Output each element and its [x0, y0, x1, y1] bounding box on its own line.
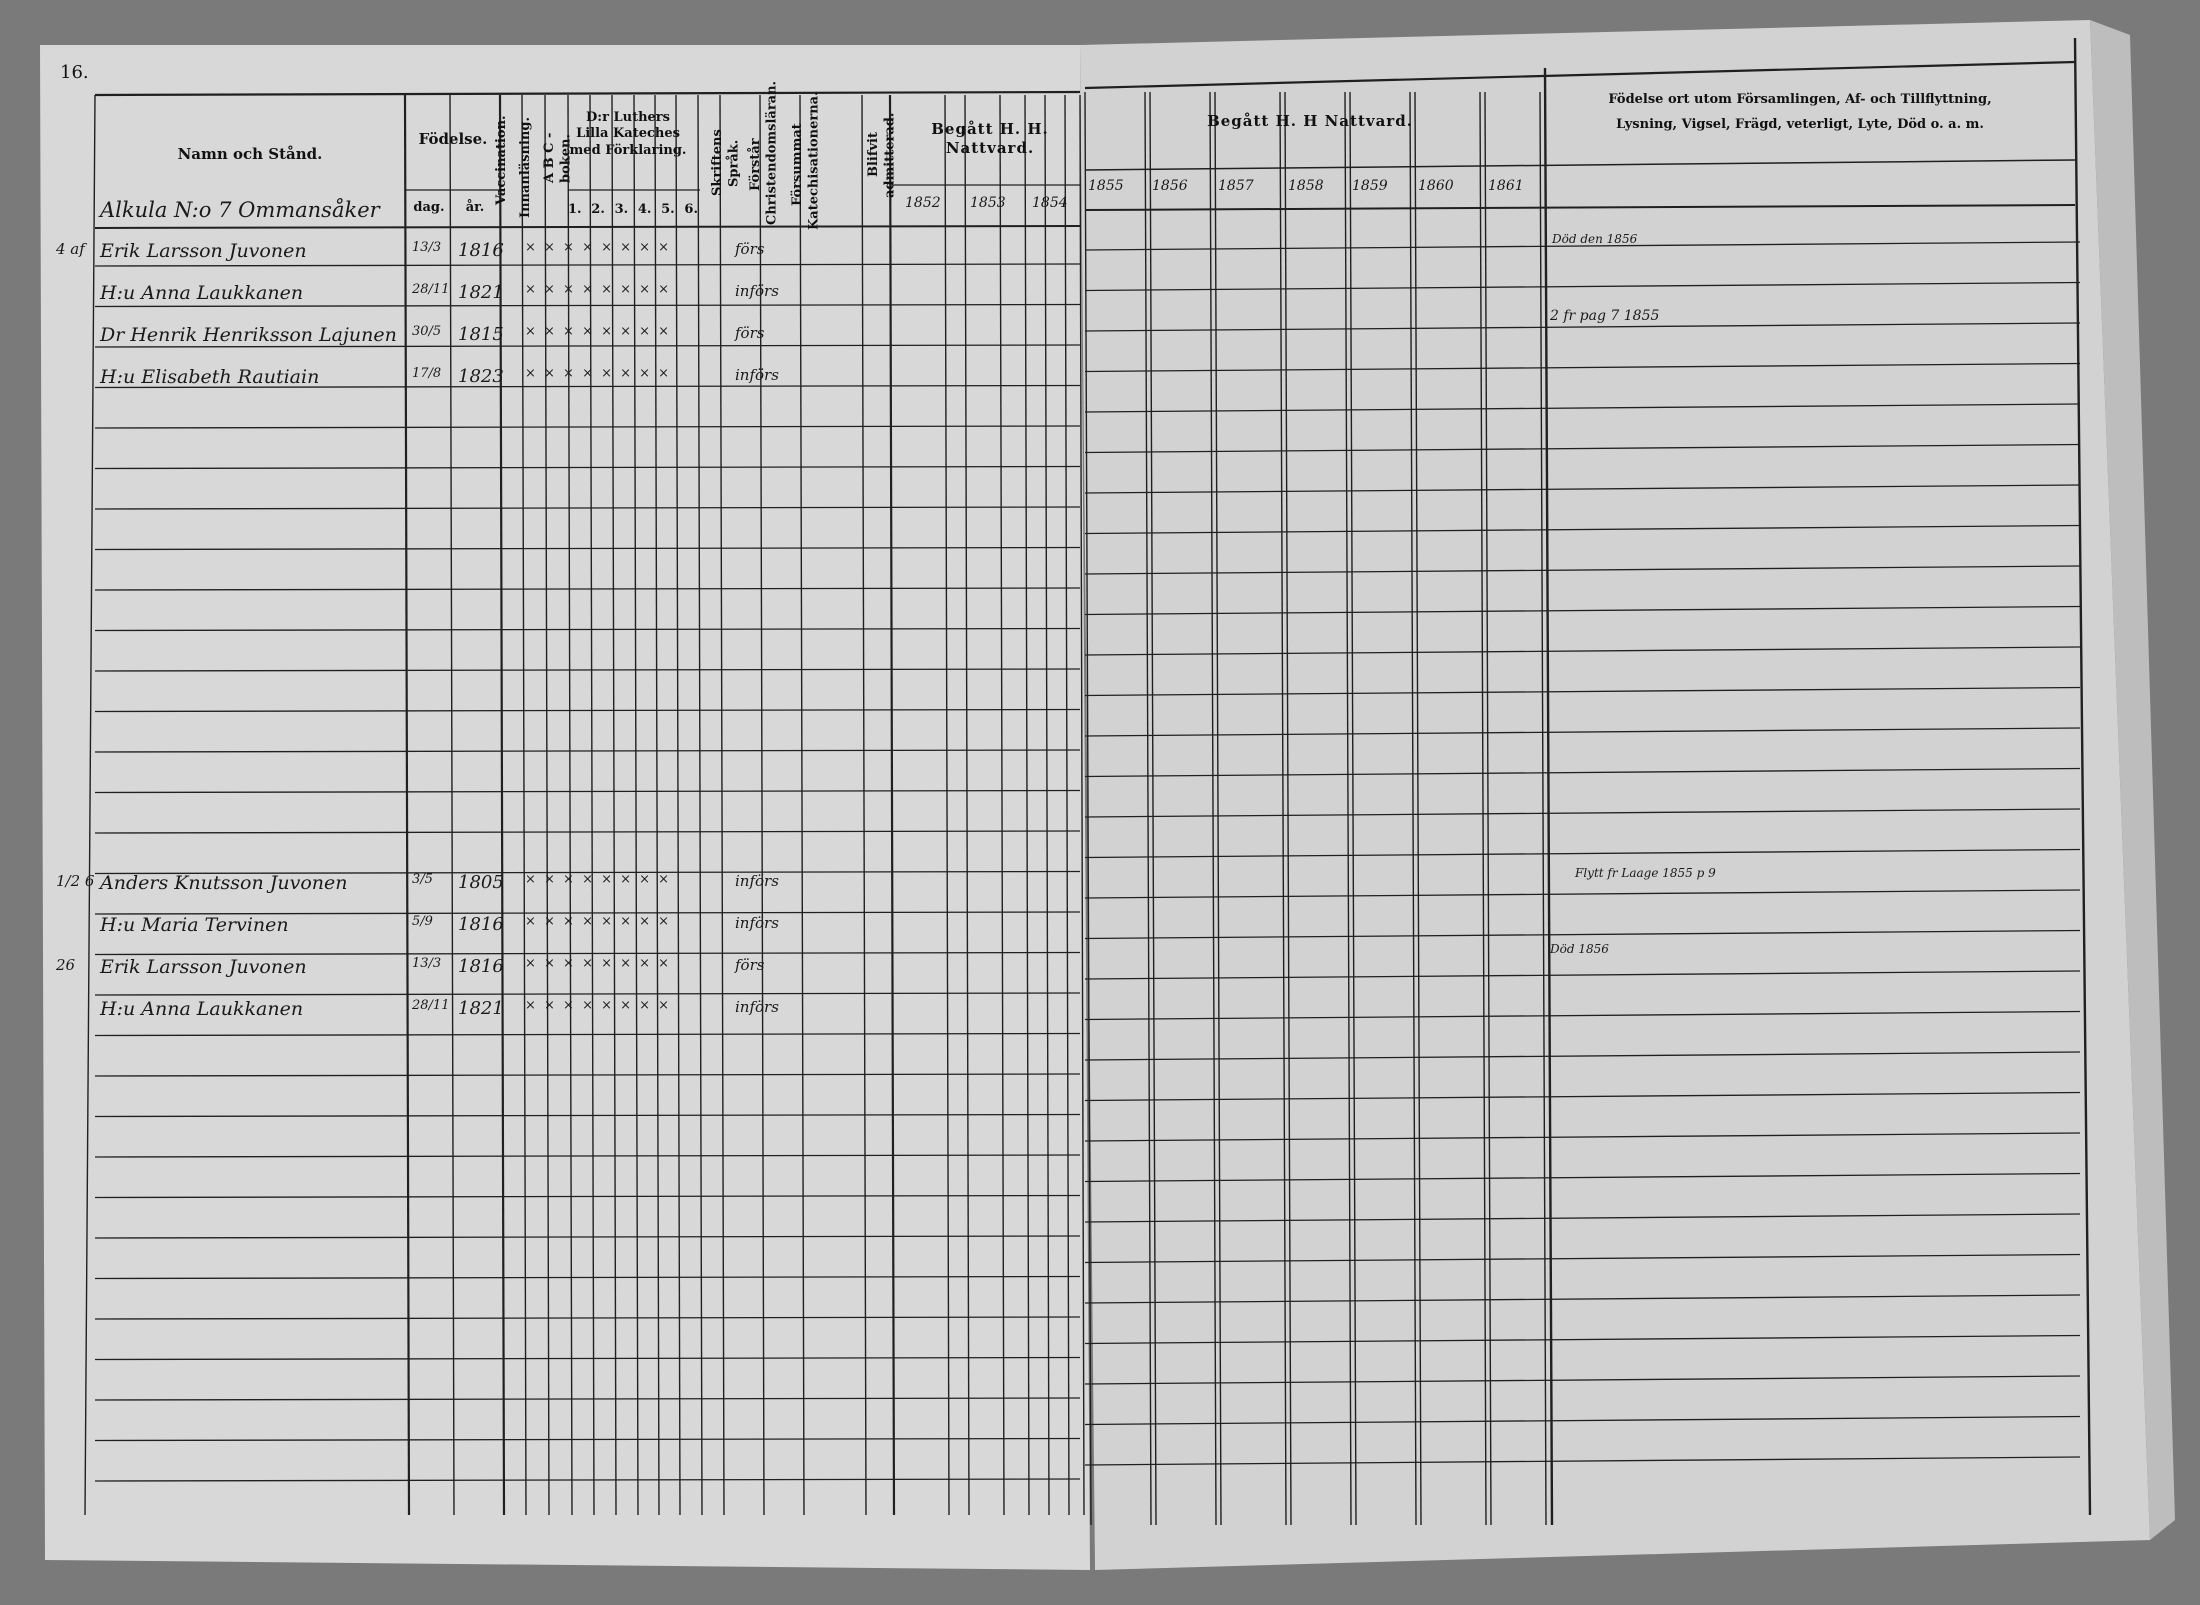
row-name: H:u Anna Laukkanen [100, 282, 304, 304]
birth-year-header: år. [465, 200, 485, 215]
row-name: H:u Elisabeth Rautiain [100, 366, 320, 388]
row-lang: införs [735, 872, 779, 890]
year-label: 1856 [1152, 178, 1188, 194]
row-day: 30/5 [412, 324, 442, 339]
row-marks: × × × × × × × × [525, 324, 672, 339]
row-lang: förs [735, 324, 765, 342]
birth-header: Födelse. [418, 130, 488, 148]
row-lang: förs [735, 240, 765, 258]
birth-day-header: dag. [413, 200, 445, 215]
page-number: 16. [60, 62, 89, 83]
row-mark: 1/2 6 [56, 872, 95, 890]
row-year: 1823 [458, 366, 504, 387]
row-name: H:u Anna Laukkanen [100, 998, 304, 1020]
row-lang: införs [735, 914, 779, 932]
row-year: 1816 [458, 914, 504, 935]
row-lang: införs [735, 998, 779, 1016]
year-label: 1857 [1218, 178, 1254, 194]
name-header: Namn och Stånd. [177, 145, 323, 163]
row-mark: 4 af [56, 240, 85, 258]
year-label: 1860 [1418, 178, 1454, 194]
row-name: Anders Knutsson Juvonen [100, 872, 348, 894]
row-name: Dr Henrik Henriksson Lajunen [100, 324, 397, 346]
luther-cols: 1. 2. 3. 4. 5. 6. [568, 202, 698, 217]
row-name: Erik Larsson Juvonen [100, 240, 307, 262]
row-name: Erik Larsson Juvonen [100, 956, 307, 978]
scripture-header: Skriftens Språk. [710, 129, 742, 197]
year-1852: 1852 [905, 195, 941, 211]
row-marks: × × × × × × × × [525, 998, 672, 1013]
row-day: 13/3 [412, 240, 442, 255]
row-lang: förs [735, 956, 765, 974]
household-heading: Alkula N:o 7 Ommansåker [100, 198, 380, 222]
admitted-header: Blifvit admitterad. [866, 112, 898, 198]
row-year: 1815 [458, 324, 504, 345]
row-marks: × × × × × × × × [525, 914, 672, 929]
row-lang: införs [735, 282, 779, 300]
row-lang: införs [735, 366, 779, 384]
row-day: 5/9 [412, 914, 433, 929]
year-label: 1855 [1088, 178, 1124, 194]
year-1854: 1854 [1032, 195, 1068, 211]
row-year: 1805 [458, 872, 504, 893]
remarks-header: Födelse ort utom Församlingen, Af- och Tillflyttning, Lysning, Vigsel, Frägd, veterligt, Lyte, Död o. a. m. [1608, 92, 1992, 132]
communion-header-left: Begått H. H. Nattvard. [931, 120, 1049, 157]
row-day: 28/11 [412, 998, 450, 1013]
communion-header-right: Begått H. H Nattvard. [1207, 112, 1413, 130]
row-day: 17/8 [412, 366, 442, 381]
row-marks: × × × × × × × × [525, 282, 672, 297]
note-1: Död den 1856 [1552, 232, 1638, 246]
row-day: 3/5 [412, 872, 433, 887]
row-year: 1816 [458, 240, 504, 261]
row-day: 13/3 [412, 956, 442, 971]
note-4: Död 1856 [1550, 942, 1609, 956]
row-mark: 26 [56, 956, 76, 974]
year-label: 1858 [1288, 178, 1324, 194]
row-marks: × × × × × × × × [525, 366, 672, 381]
year-label: 1859 [1352, 178, 1388, 194]
note-2: 2 fr pag 7 1855 [1550, 308, 1660, 324]
reading-header: Innanläsning. [518, 117, 533, 219]
year-1853: 1853 [970, 195, 1006, 211]
row-year: 1816 [458, 956, 504, 977]
row-year: 1821 [458, 998, 504, 1019]
note-3: Flytt fr Laage 1855 p 9 [1575, 866, 1716, 880]
row-name: H:u Maria Tervinen [100, 914, 289, 936]
year-label: 1861 [1488, 178, 1524, 194]
row-year: 1821 [458, 282, 504, 303]
vaccination-header: Vaccination. [494, 115, 509, 205]
understanding-header: Förstår Christendomsläran. [748, 80, 780, 225]
row-marks: × × × × × × × × [525, 872, 672, 887]
abc-header: A B C - boken. [542, 132, 574, 184]
row-marks: × × × × × × × × [525, 956, 672, 971]
neglected-header: Försummat Katechisationerna. [790, 91, 822, 230]
row-day: 28/11 [412, 282, 450, 297]
row-marks: × × × × × × × × [525, 240, 672, 255]
luther-header: D:r Luthers Lilla Kateches med Förklaring. [569, 110, 687, 158]
